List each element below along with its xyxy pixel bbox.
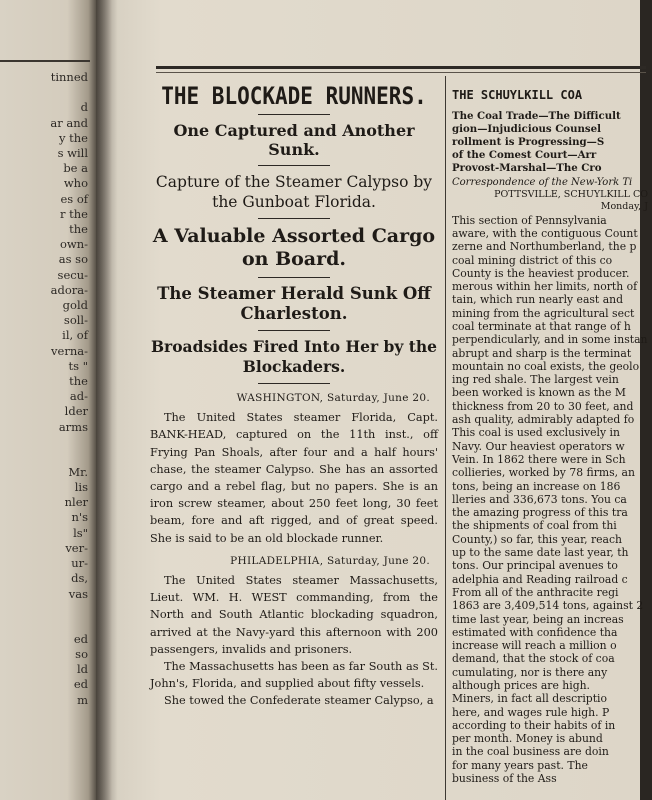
text-line: secu-: [57, 267, 88, 282]
body-line: ash quality, admirably adapted fo: [452, 413, 635, 427]
body-line: coal mining district of this co: [452, 253, 613, 267]
text-line: n's: [71, 510, 88, 525]
paragraph-4: She towed the Confederate steamer Calypso, a: [164, 694, 434, 708]
text-line: ar and: [50, 115, 88, 130]
subhead-line: of the Comest Court—Arr: [452, 149, 597, 162]
body-line: This coal is used exclusively in: [452, 426, 620, 440]
previous-page-text: [8, 70, 88, 708]
text-line: r the: [60, 206, 88, 221]
deck-5: Broadsides Fired Into Her by the Blockaders.: [150, 337, 438, 376]
text-line: Mr.: [68, 464, 88, 479]
text-line: verna-: [51, 343, 88, 358]
text-line: vas: [68, 586, 88, 601]
subhead-line: rollment is Progressing—S: [452, 136, 605, 148]
body-line: County,) so far, this year, reach: [452, 532, 622, 546]
body-line: time last year, being an increas: [452, 612, 624, 626]
deck-2: Capture of the Steamer Calypso by the Gunboat Florida.: [155, 173, 433, 211]
body-line: merous within her limits, north of: [452, 280, 638, 294]
text-line: ur-: [71, 556, 88, 571]
text-line: the: [69, 222, 88, 237]
body-line: the amazing progress of this tra: [452, 506, 628, 520]
column-rule: [0, 60, 90, 62]
body-line: in the coal business are doin: [452, 745, 609, 759]
masthead-rule: [156, 66, 646, 69]
side-body: [452, 214, 652, 786]
body-line: Vein. In 1862 there were in Sch: [452, 452, 626, 466]
body-line: increase will reach a million o: [452, 639, 617, 653]
subhead-line: Provost-Marshal—The Cro: [452, 162, 602, 175]
text-line: s will: [57, 146, 88, 161]
body-line: Navy. Our heaviest operators w: [452, 439, 625, 453]
deck-rule: [258, 330, 330, 331]
body-line: tons. Our principal avenues to: [452, 559, 618, 573]
deck-rule: [258, 114, 330, 115]
body-line: tain, which run nearly east and: [452, 293, 623, 307]
deck-rule: [258, 383, 330, 384]
deck-1: One Captured and Another Sunk.: [173, 121, 415, 159]
body-line: abrupt and sharp is the terminat: [452, 346, 632, 360]
body-line: mountain no coal exists, the geolo: [452, 359, 640, 373]
body-line: been worked is known as the M: [452, 386, 626, 400]
body-line: ing red shale. The largest vein: [452, 373, 619, 387]
correspondence-line: Correspondence of the New-York Ti: [452, 176, 633, 188]
previous-page: [0, 0, 96, 800]
text-line: ds,: [71, 571, 88, 586]
column-divider: [445, 76, 446, 800]
text-line: tinned: [50, 70, 88, 84]
dateline-philadelphia: PHILADELPHIA, Saturday, June 20.: [230, 554, 430, 567]
spacer: [8, 602, 88, 632]
masthead-rule-thin: [156, 72, 646, 73]
body-line: although prices are high.: [452, 679, 590, 692]
text-line: lis: [74, 480, 88, 495]
body-line: mining from the agricultural sect: [452, 306, 635, 320]
deck-rule: [258, 277, 330, 278]
deck-3: A Valuable Assorted Cargo on Board.: [152, 225, 436, 270]
body-line: 1863 are 3,409,514 tons, against 2: [452, 599, 644, 613]
text-line: own-: [59, 237, 88, 252]
text-line: be a: [63, 161, 88, 176]
body-line: perpendicularly, and in some instan: [452, 333, 648, 347]
newspaper-page: [96, 0, 648, 800]
text-line: ver-: [65, 540, 88, 555]
gutter-shadow: [96, 0, 112, 800]
text-line: il, of: [62, 328, 88, 343]
body-line: coal terminate at that range of h: [452, 319, 631, 333]
text-line: as so: [58, 252, 88, 267]
body-line: according to their habits of in: [452, 718, 616, 732]
text-line: d: [80, 100, 88, 115]
dateline-washington: WASHINGTON, Saturday, June 20.: [236, 392, 430, 404]
side-headline: THE SCHUYLKILL COA: [452, 88, 583, 102]
subhead-line: gion—Injudicious Counsel: [452, 122, 602, 135]
body-line: estimated with confidence tha: [452, 625, 618, 639]
body-line: From all of the anthracite regi: [452, 585, 619, 599]
body-line: collieries, worked by 78 firms, an: [452, 466, 635, 480]
body-line: demand, that the stock of coa: [452, 652, 615, 666]
schuylkill-article: [452, 88, 652, 785]
side-subheads: [452, 110, 652, 176]
body-line: lleries and 336,673 tons. You ca: [452, 492, 627, 506]
text-line: ad-: [69, 389, 88, 404]
body-line: Miners, in fact all descriptio: [452, 692, 607, 706]
text-line: who: [63, 176, 88, 191]
side-dateline-a: POTTSVILLE, SCHUYLKILL CO: [494, 188, 648, 200]
blockade-article: [146, 80, 442, 710]
text-line: nler: [64, 495, 88, 510]
body-line: per month. Money is abund: [452, 732, 603, 746]
paragraph-2: The United States steamer Massachusetts, Lieut. WM. H. WEST commanding, from the North and South Atlantic blockading squadron, arrived at the Navy-yard this afternoon with 200 passengers, invalids and prisoners.: [150, 574, 438, 656]
body-line: aware, with the contiguous Count: [452, 226, 638, 240]
text-line: lder: [64, 404, 88, 419]
text-line: soll-: [63, 313, 88, 328]
article-body: [150, 390, 438, 710]
text-line: ed: [73, 677, 88, 692]
deck-4: The Steamer Herald Sunk Off Charleston.: [157, 284, 431, 323]
text-line: arms: [58, 419, 88, 434]
text-line: y the: [59, 130, 88, 145]
text-line: gold: [62, 298, 88, 313]
body-line: business of the Ass: [452, 772, 557, 786]
body-line: the shipments of coal from thi: [452, 519, 617, 533]
spacer: [8, 435, 88, 465]
body-line: zerne and Northumberland, the p: [452, 240, 637, 254]
text-line: adora-: [50, 282, 88, 297]
text-line: so: [75, 646, 88, 661]
headline: THE BLOCKADE RUNNERS.: [161, 82, 427, 110]
paragraph-3: The Massachusetts has been as far South as St. John's, Florida, and supplied about fifty vessels.: [150, 660, 438, 691]
text-line: m: [77, 692, 88, 707]
body-line: County is the heaviest producer.: [452, 266, 630, 280]
paragraph-1: The United States steamer Florida, Capt. BANK-HEAD, captured on the 11th inst., off Frying Pan Shoals, after four and a half hours' chase, the steamer Calypso. She has an assorted cargo and a rebel flag, but no papers. She is an iron screw steamer, about 250 feet long, 30 feet beam, fore and aft rigged, and of great speed. She is said to be an old blockade runner.: [150, 411, 438, 545]
text-line: ts ": [68, 358, 88, 373]
body-line: for many years past. The: [452, 758, 588, 772]
body-line: tons, being an increase on 186: [452, 479, 621, 493]
text-line: [8, 85, 88, 100]
body-line: here, and wages rule high. P: [452, 705, 610, 719]
text-line: ed: [73, 631, 88, 646]
side-dateline-b: Monday, J: [600, 201, 648, 213]
deck-rule: [258, 218, 330, 219]
text-line: ls": [73, 525, 88, 540]
deck-rule: [258, 165, 330, 166]
text-line: es of: [60, 191, 88, 206]
text-line: the: [69, 374, 88, 389]
body-line: adelphia and Reading railroad c: [452, 572, 628, 586]
text-line: ld: [76, 662, 88, 677]
body-line: cumulating, nor is there any: [452, 665, 608, 679]
body-line: This section of Pennsylvania: [452, 213, 607, 227]
body-line: up to the same date last year, th: [452, 546, 629, 560]
subhead-line: The Coal Trade—The Difficult: [452, 109, 621, 122]
body-line: thickness from 20 to 30 feet, and: [452, 399, 634, 413]
